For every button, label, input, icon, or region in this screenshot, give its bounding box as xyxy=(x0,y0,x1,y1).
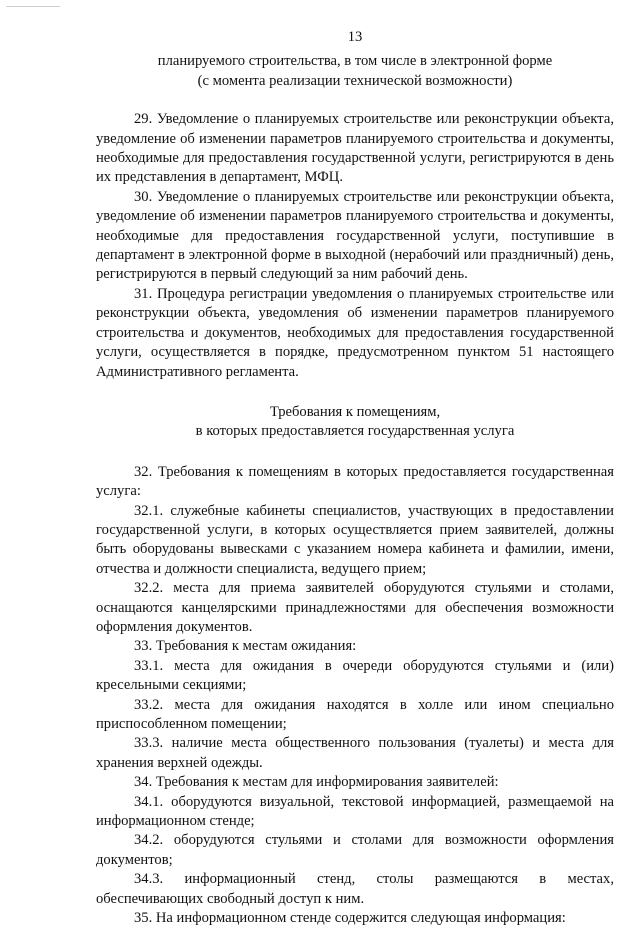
paragraph-33: 33. Требования к местам ожидания: xyxy=(134,638,357,655)
paragraph-32: 32. Требования к помещениям в которых предоставляется государственная услуга: xyxy=(96,463,614,500)
intro-heading xyxy=(96,52,614,91)
intro-heading-line: планируемого строительства, в том числе в электронной форме xyxy=(157,53,553,70)
paragraph-34-3: 34.3. информационный стенд, столы размещаются в местах, обеспечивающих свободный доступ к ним. xyxy=(96,871,614,907)
document-page xyxy=(96,28,614,928)
section-heading xyxy=(96,403,614,442)
paragraph-29: 29. Уведомление о планируемых строительстве или реконструкции объекта, уведомление об изменении параметров планируемого строительства и документы, необходимые для предоставления государственной услуги, регистрируются в день их представления в департамент, МФЦ. xyxy=(96,111,614,186)
section-heading-line: в которых предоставляется государственная услуга xyxy=(195,423,515,440)
paragraph-34: 34. Требования к местам для информирования заявителей: xyxy=(134,774,499,791)
paragraph-35: 35. На информационном стенде содержится следующая информация: xyxy=(134,910,566,927)
intro-heading-line: (с момента реализации технической возможности) xyxy=(197,72,513,89)
premises-paragraphs xyxy=(96,463,614,928)
paragraph-33-2: 33.2. места для ожидания находятся в холле или ином специально приспособленном помещении; xyxy=(96,696,614,732)
paragraph-31: 31. Процедура регистрации уведомления о планируемых строительстве или реконструкции объекта, уведомления об изменении параметров планируемого строительства и документов, необходимых для предоставления государственной услуги, осуществляется в порядке, предусмотренном пунктом 51 настоящего Административного регламента. xyxy=(96,285,614,380)
paragraph-33-1: 33.1. места для ожидания в очереди оборудуются стульями и (или) кресельными секциями; xyxy=(96,657,614,694)
page-number: 13 xyxy=(347,29,363,45)
registration-paragraphs xyxy=(96,110,614,382)
paragraph-34-1: 34.1. оборудуются визуальной, текстовой информацией, размещаемой на информационном стенде; xyxy=(96,793,614,830)
paragraph-33-3: 33.3. наличие места общественного пользования (туалеты) и места для хранения верхней одежды. xyxy=(96,735,614,771)
paragraph-32-1: 32.1. служебные кабинеты специалистов, участвующих в предоставлении государственной услуги, в которых осуществляется прием заявителей, должны быть оборудованы вывесками с указанием номера кабинета и фамилии, имени, отчества и должности специалиста, ведущего прием; xyxy=(96,502,614,577)
paragraph-32-2: 32.2. места для приема заявителей оборудуются стульями и столами, оснащаются канцелярскими принадлежностями для обеспечения возможности оформления документов. xyxy=(96,580,614,635)
section-heading-line: Требования к помещениям, xyxy=(269,403,441,420)
paragraph-30: 30. Уведомление о планируемых строительстве или реконструкции объекта, уведомление об изменении параметров планируемого строительства и документы, необходимые для предоставления государственной услуги, поступившие в департамент в электронной форме в выходной (нерабочий или праздничный) день, регистрируются в первый следующий за ним рабочий день. xyxy=(96,188,614,283)
paragraph-34-2: 34.2. оборудуются стульями и столами для возможности оформления документов; xyxy=(96,832,614,868)
scan-corner-mark xyxy=(6,6,60,7)
